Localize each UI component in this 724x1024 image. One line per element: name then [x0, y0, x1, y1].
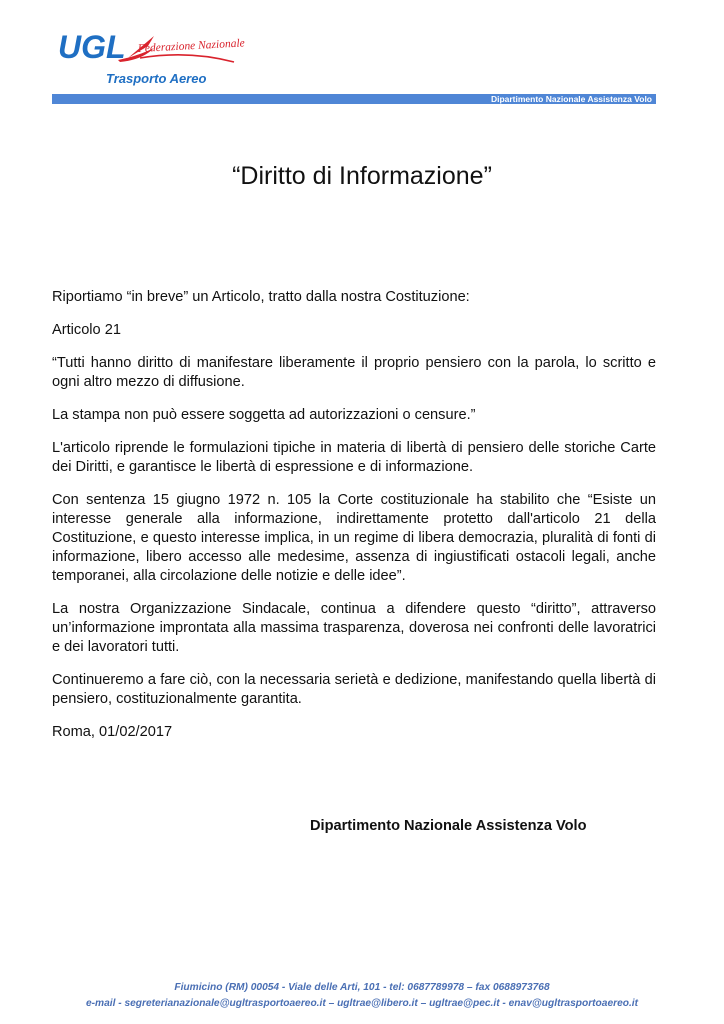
document-body — [52, 288, 656, 756]
footer-address: Fiumicino (RM) 00054 - Viale delle Arti, 101 - tel: 0687789978 – fax 0688973768 — [174, 982, 550, 993]
organization-paragraph: La nostra Organizzazione Sindacale, continua a difendere questo “diritto”, attraverso un’informazione improntata alla massima trasparenza, doverosa nei confronti delle lavoratrici e dei lavoratori tutti. — [52, 601, 656, 655]
article-quote-1: “Tutti hanno diritto di manifestare liberamente il proprio pensiero con la parola, lo scritto e ogni altro mezzo di diffusione. — [52, 355, 656, 390]
logo-line2: Trasporto Aereo — [106, 71, 207, 86]
signature: Dipartimento Nazionale Assistenza Volo — [310, 818, 587, 834]
document-title: “Diritto di Informazione” — [232, 162, 492, 190]
article-quote-2: La stampa non può essere soggetta ad autorizzazioni o censure.” — [52, 407, 476, 423]
ugl-logo — [58, 28, 248, 90]
court-ruling-paragraph: Con sentenza 15 giugno 1972 n. 105 la Corte costituzionale ha stabilito che “Esiste un interesse generale alla informazione, indirettamente protetto dall'articolo 21 della Costituzione, e questo interesse implica, in un regime di libera democrazia, pluralità di fonti di informazione, libero accesso alle medesime, assenza di ingiustificati ostacoli legali, anche temporanei, alla circolazione delle notizie e delle idee”. — [52, 492, 656, 584]
logo-brand: UGL — [58, 29, 126, 65]
place-date: Roma, 01/02/2017 — [52, 724, 173, 740]
logo-line1: Federazione Nazionale — [137, 37, 246, 55]
commentary-paragraph: L'articolo riprende le formulazioni tipiche in materia di libertà di pensiero delle storiche Carte dei Diritti, e garantisce le libertà di espressione e di informazione. — [52, 440, 656, 475]
header-department: Dipartimento Nazionale Assistenza Volo — [490, 94, 652, 104]
footer-emails: e-mail - segreterianazionale@ugltrasportoaereo.it – ugltrae@libero.it – ugltrae@pec.it - enav@ugltrasportoaereo.it — [85, 998, 639, 1009]
header-bar — [52, 94, 656, 104]
intro-paragraph: Riportiamo “in breve” un Articolo, tratto dalla nostra Costituzione: — [52, 289, 470, 305]
closing-paragraph: Continueremo a fare ciò, con la necessaria serietà e dedizione, manifestando quella libertà di pensiero, costituzionalmente garantita. — [52, 672, 656, 707]
article-label: Articolo 21 — [52, 322, 121, 338]
footer — [0, 980, 724, 1012]
